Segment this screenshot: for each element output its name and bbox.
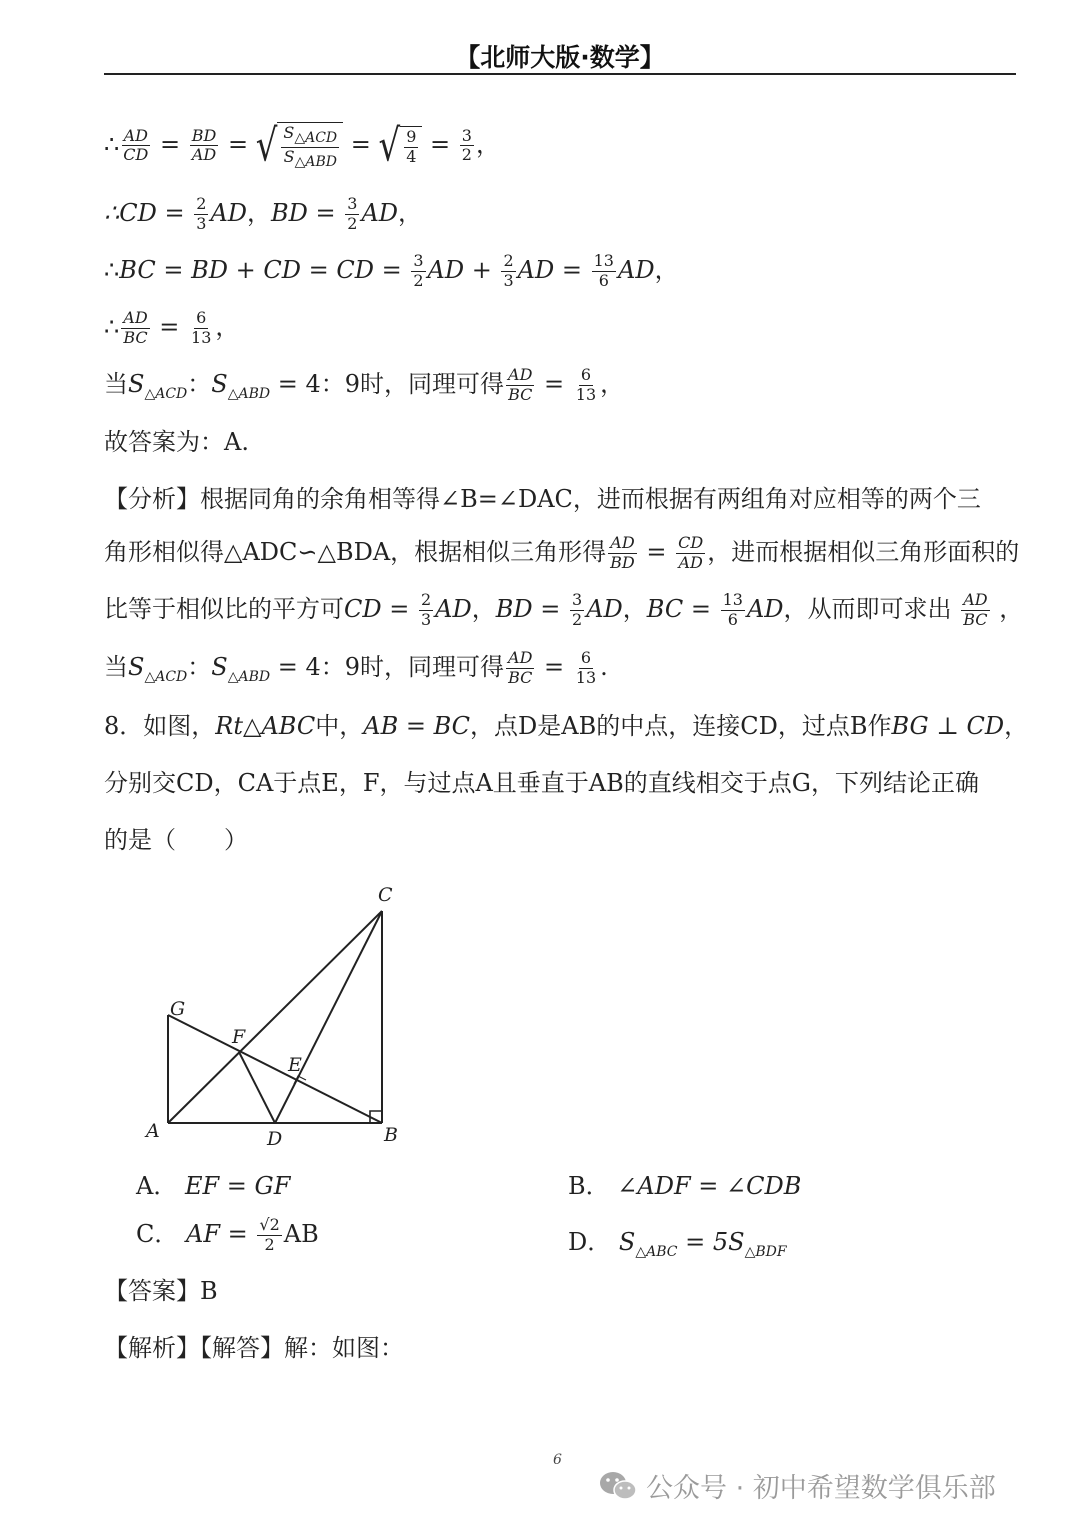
label-E: E <box>288 1054 302 1076</box>
label-F: F <box>232 1026 246 1048</box>
label-D: D <box>267 1128 283 1150</box>
header-divider <box>104 73 1016 75</box>
wechat-icon <box>598 1469 638 1503</box>
page-number: 6 <box>553 1452 562 1468</box>
label-C: C <box>378 884 393 906</box>
geometry-figure <box>130 875 420 1150</box>
explanation-line: 【解析】【解答】解：如图： <box>104 1334 404 1362</box>
solution-line-4: ∴ $\frac{AD}{BC}$ = $\frac{6}{13}$ ， <box>104 308 240 347</box>
solution-conclusion: 故答案为：A. <box>104 428 249 456</box>
question-line-1: 8．如图，Rt△ABC中，AB = BC，点D是AB的中点，连接CD，过点B作BG ⊥ CD， <box>104 712 1029 740</box>
segment-CD <box>275 911 382 1123</box>
solution-line-3: ∴BC = BD + CD = CD = $\frac{3}{2}$ AD + $\frac{2}{3}$ AD = $\frac{13}{6}$ AD， <box>104 251 679 290</box>
option-d[interactable]: D． $S_{\triangle ABC} = 5S_{\triangle BDF}$ <box>568 1228 787 1260</box>
label-B: B <box>384 1124 398 1146</box>
solution-line-2: ∴CD = $\frac{2}{3}$ AD，BD = $\frac{3}{2}$ AD， <box>104 194 423 233</box>
analysis-line-3: 比等于相似比的平方可CD = $\frac{2}{3}$ AD，BD = $\frac{3}{2}$ AD，BC = $\frac{13}{6}$ AD，从而即可求出 $\frac{AD}{BC}$ ， <box>104 590 1024 629</box>
question-line-2: 分别交CD，CA于点E，F，与过点A且垂直于AB的直线相交于点G，下列结论正确 <box>104 769 979 797</box>
option-a[interactable]: A． EF = GF <box>136 1172 291 1200</box>
segment-GB <box>168 1015 382 1123</box>
watermark-text: 公众号 · 初中希望数学俱乐部 <box>646 1473 996 1504</box>
analysis-line-4: 当$S_{\triangle ACD}$：$S_{\triangle ABD} = 4$：9时，同理可得 $\frac{AD}{BC}$ = $\frac{6}{13}$ . <box>104 648 608 687</box>
analysis-line-1: 【分析】根据同角的余角相等得∠B=∠DAC，进而根据有两组角对应相等的两个三 <box>104 485 981 513</box>
question-line-3: 的是（ ） <box>104 826 248 854</box>
solution-line-5: 当$S_{\triangle ACD}$：$S_{\triangle ABD} = 4$：9时，同理可得 $\frac{AD}{BC}$ = $\frac{6}{13}$ ， <box>104 365 625 404</box>
segment-AC <box>168 911 382 1123</box>
option-b[interactable]: B． ∠ADF = ∠CDB <box>568 1172 802 1200</box>
label-A: A <box>146 1120 160 1142</box>
analysis-line-2: 角形相似得△ADC∽△BDA，根据相似三角形得 $\frac{AD}{BD}$ = $\frac{CD}{AD}$ ，进而根据相似三角形面积的 <box>104 533 1020 572</box>
label-G: G <box>170 998 186 1020</box>
option-c[interactable]: C． AF = $\frac{√2}{2}$ AB <box>136 1215 319 1254</box>
answer-line: 【答案】B <box>104 1277 218 1305</box>
watermark <box>598 1466 996 1505</box>
solution-line-1: ∴ $\frac{AD}{CD}$ = $\frac{BD}{AD}$ = √ $\frac{S_{\triangle ACD}}{S_{\triangle ABD}}$ = √ $\frac{9}{4}$ = $\frac{3}{2}$ ， <box>104 119 500 172</box>
page-header-title: 【北师大版·数学】 <box>455 43 665 72</box>
segment-FD <box>239 1052 275 1123</box>
